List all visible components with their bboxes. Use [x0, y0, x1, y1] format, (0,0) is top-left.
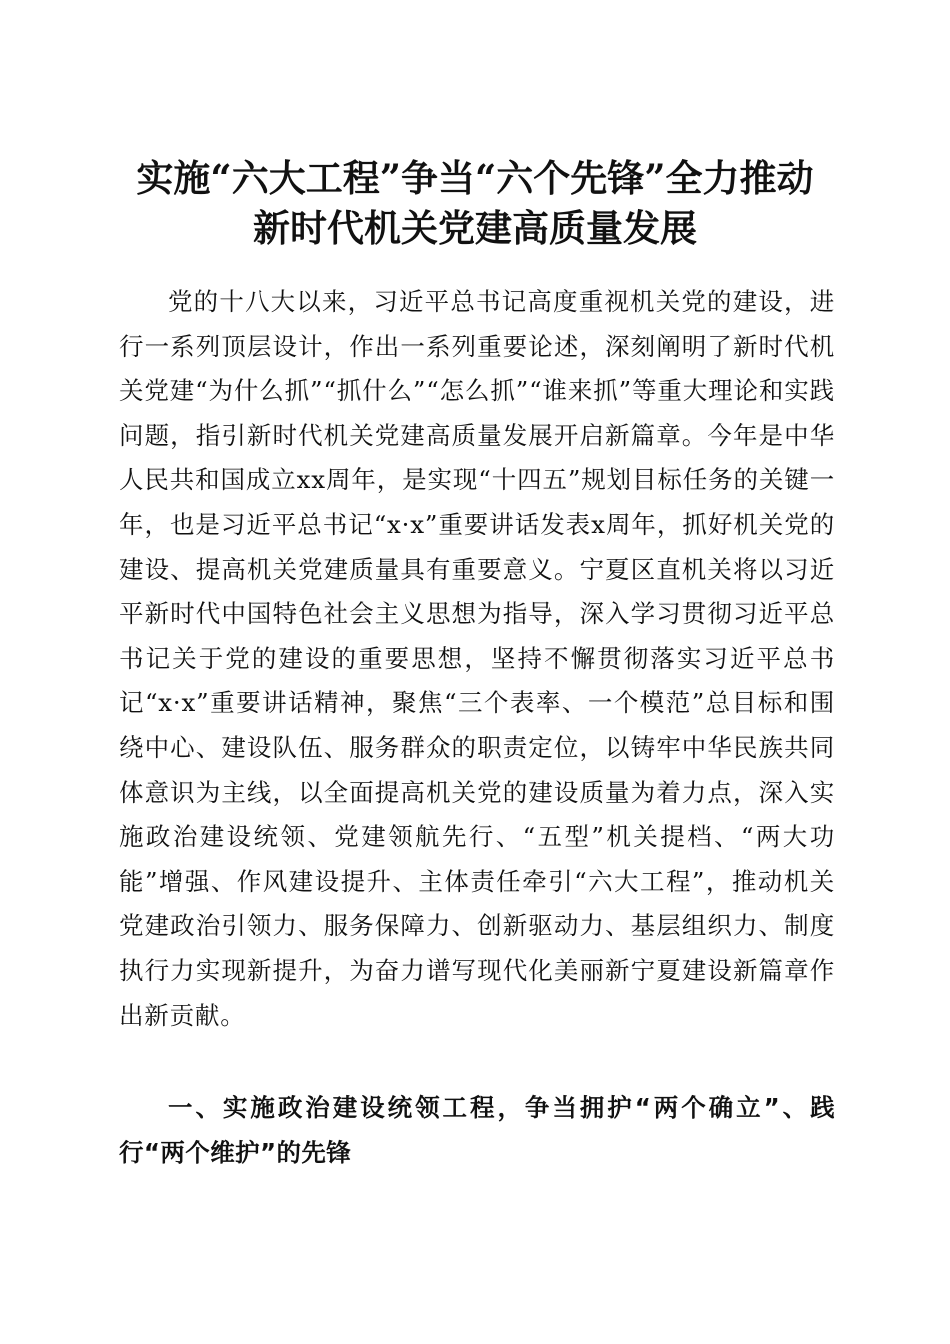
intro-paragraph: 党的十八大以来，习近平总书记高度重视机关党的建设，进行一系列顶层设计，作出一系列重要论述，深刻阐明了新时代机关党建“为什么抓”“抓什么”“怎么抓”“谁来抓”等重大理论和实践问题，指引新时代机关党建高质量发展开启新篇章。今年是中华人民共和国成立xx周年，是实现“十四五”规划目标任务的关键一年，也是习近平总书记“x·x”重要讲话发表x周年，抓好机关党的建设、提高机关党建质量具有重要意义。宁夏区直机关将以习近平新时代中国特色社会主义思想为指导，深入学习贯彻习近平总书记关于党的建设的重要思想，坚持不懈贯彻落实习近平总书记“x·x”重要讲话精神，聚焦“三个表率、一个模范”总目标和围绕中心、建设队伍、服务群众的职责定位，以铸牢中华民族共同体意识为主线，以全面提高机关党的建设质量为着力点，深入实施政治建设统领、党建领航先行、“五型”机关提档、“两大功能”增强、作风建设提升、主体责任牵引“六大工程”，推动机关党建政治引领力、服务保障力、创新驱动力、基层组织力、制度执行力实现新提升，为奋力谱写现代化美丽新宁夏建设新篇章作出新贡献。 — [119, 287, 835, 1030]
title-line-1: 实施“六大工程”争当“六个先锋”全力推动 — [136, 155, 814, 200]
title-line-2: 新时代机关党建高质量发展 — [253, 205, 697, 250]
document-title — [90, 153, 860, 253]
section-heading-1: 一、实施政治建设统领工程，争当拥护“两个确立”、践行“两个维护”的先锋 — [119, 1093, 835, 1167]
